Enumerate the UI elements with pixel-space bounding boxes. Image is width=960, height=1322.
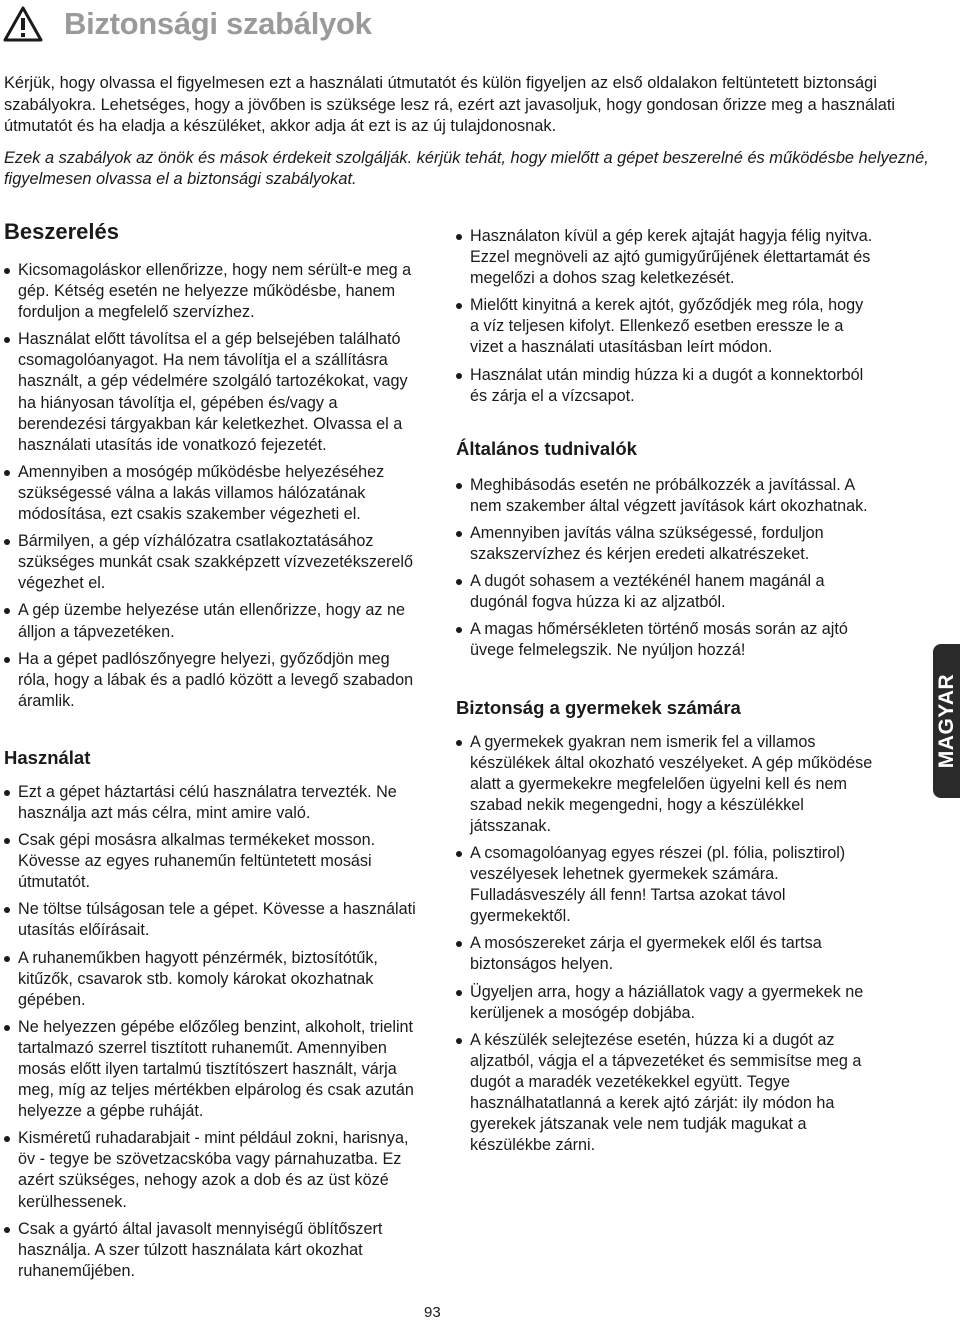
list-item: A csomagolóanyag egyes részei (pl. fólia, polisztirol) veszélyesek lehetnek gyermekek számára. Fulladásveszély áll fenn! Tartsa azokat távol gyermekektől. [456,843,876,927]
right-column [456,226,876,1162]
list-item: Ügyeljen arra, hogy a háziállatok vagy a gyermekek ne kerüljenek a mosógép dobjába. [456,982,876,1024]
list-item: A gyermekek gyakran nem ismerik fel a villamos készülékek által okozható veszélyeket. A gép működése alatt a gyermekekre megfelelően ügyelni kell és nem szabad nekik megengedni, hogy a készülékkel játsszanak. [456,732,876,837]
list-item: Használaton kívül a gép kerek ajtaját hagyja félig nyitva. Ezzel megnöveli az ajtó gumigyűrűjének élettartamát és megelőzi a dohos szag keletkezését. [456,226,876,289]
list-item: A ruhaneműkben hagyott pénzérmék, biztosítótűk, kitűzők, csavarok stb. komoly károkat okozhatnak gépében. [4,948,424,1011]
page-number: 93 [424,1304,441,1321]
title-bar [0,6,960,42]
intro-italic-note: Ezek a szabályok az önök és mások érdekeit szolgálják. kérjük tehát, hogy mielőtt a gépet beszerelné és működésbe helyezné, figyelmesen olvassa el a biztonsági szabályokat. [4,148,929,188]
list-item: Ha a gépet padlószőnyegre helyezi, győződjön meg róla, hogy a lábak és a padló között a levegő szabadon áramlik. [4,649,424,712]
list-item: A mosószereket zárja el gyermekek elől és tartsa biztonságos helyen. [456,933,876,975]
usage-cont-list [456,226,876,407]
list-item: A magas hőmérsékleten történő mosás során az ajtó üvege felmelegszik. Ne nyúljon hozzá! [456,619,876,661]
page-title: Biztonsági szabályok [64,6,372,41]
section-heading-usage: Használat [4,746,91,768]
list-item: Csak gépi mosásra alkalmas termékeket mosson. Kövesse az egyes ruhaneműn feltüntetett mosási útmutatót. [4,830,424,893]
list-item: Ezt a gépet háztartási célú használatra tervezték. Ne használja azt más célra, mint amire való. [4,782,424,824]
warning-triangle-icon [3,6,43,42]
list-item: Amennyiben javítás válna szükségessé, forduljon szakszervízhez és kérjen eredeti alkatrészeket. [456,523,876,565]
list-item: A készülék selejtezése esetén, húzza ki a dugót az aljzatból, vágja el a tápvezetéket és semmisítse meg a dugót a maradék vezetékekkel együtt. Tegye használhatatlanná a kerek ajtó zárját: ily módon ha gyerekek játszanak vele nem tudják magukat a készülékbe zárni. [456,1030,876,1157]
list-item: Használat után mindig húzza ki a dugót a konnektorból és zárja el a vízcsapot. [456,365,876,407]
language-tab-label: MAGYAR [934,673,958,769]
list-item: Ne töltse túlságosan tele a gépet. Kövesse a használati utasítás előírásait. [4,899,424,941]
list-item: Kisméretű ruhadarabjait - mint például zokni, harisnya, öv - tegye be szövetzacskóba vagy párnahuzatba. Ez azért szükséges, nehogy azok a dob és az üst közé kerülhessenek. [4,1128,424,1212]
intro [4,73,944,191]
section-heading-general: Általános tudnivalók [456,437,637,459]
language-tab [933,644,960,798]
list-item: Kicsomagoláskor ellenőrizze, hogy nem sérült-e meg a gép. Kétség esetén ne helyezze működésbe, hanem forduljon a megfelelő szervízhez. [4,260,424,323]
list-item: Amennyiben a mosógép működésbe helyezéséhez szükségessé válna a lakás villamos hálózatának módosítása, ezt csakis szakember végezheti el. [4,462,424,525]
list-item: A gép üzembe helyezése után ellenőrizze, hogy az ne álljon a tápvezetéken. [4,600,424,642]
section-heading-children: Biztonság a gyermekek számára [456,696,741,718]
list-item: Csak a gyártó által javasolt mennyiségű öblítőszert használja. A szer túlzott használata kárt okozhat ruhaneműjében. [4,1219,424,1282]
list-item: Mielőtt kinyitná a kerek ajtót, győződjék meg róla, hogy a víz teljesen kifolyt. Ellenkező esetben eressze le a vizet a használati utasításban leírt módon. [456,295,876,358]
list-item: A dugót sohasem a veztékénél hanem magánál a dugónál fogva húzza ki az aljzatból. [456,571,876,613]
list-item: Használat előtt távolítsa el a gép belsejében található csomagolóanyagot. Ha nem távolítja el a szállításra használt, a gép védelmére szolgáló tartozékokat, vagy ha hiányosan távolítja el, gépében és/vagy a berendezési tárgyakban kár keletkezhet. Olvassa el a használati utasítás ide vonatkozó fejezetét. [4,329,424,456]
children-list [456,732,876,1157]
list-item: Meghibásodás esetén ne próbálkozzék a javítással. A nem szakember által végzett javítások kárt okozhatnak. [456,475,876,517]
install-list [4,260,424,712]
usage-list [4,782,424,1282]
general-list [456,475,876,662]
intro-paragraph: Kérjük, hogy olvassa el figyelmesen ezt a használati útmutatót és külön figyeljen az első oldalakon feltüntetett biztonsági szabályokra. Lehetséges, hogy a jövőben is szüksége lesz rá, ezért azt javasoljuk, hogy gondosan őrizze meg a használati útmutatót és ha eladja a készüléket, akkor adja át ezt is az új tulajdonosnak. [4,74,896,135]
list-item: Ne helyezzen gépébe előzőleg benzint, alkoholt, trielint tartalmazó szerrel tisztított ruhaneműt. Amennyiben mosás előtt ilyen tartalmú tisztítószert használt, várja meg, míg az teljes mértékben elpárolog és csak azután helyezze a gépbe ruháját. [4,1017,424,1122]
section-heading-install: Beszerelés [4,219,119,244]
left-column [4,218,424,1288]
list-item: Bármilyen, a gép vízhálózatra csatlakoztatásához szükséges munkát csak szakképzett vízvezetékszerelő végezhet el. [4,531,424,594]
